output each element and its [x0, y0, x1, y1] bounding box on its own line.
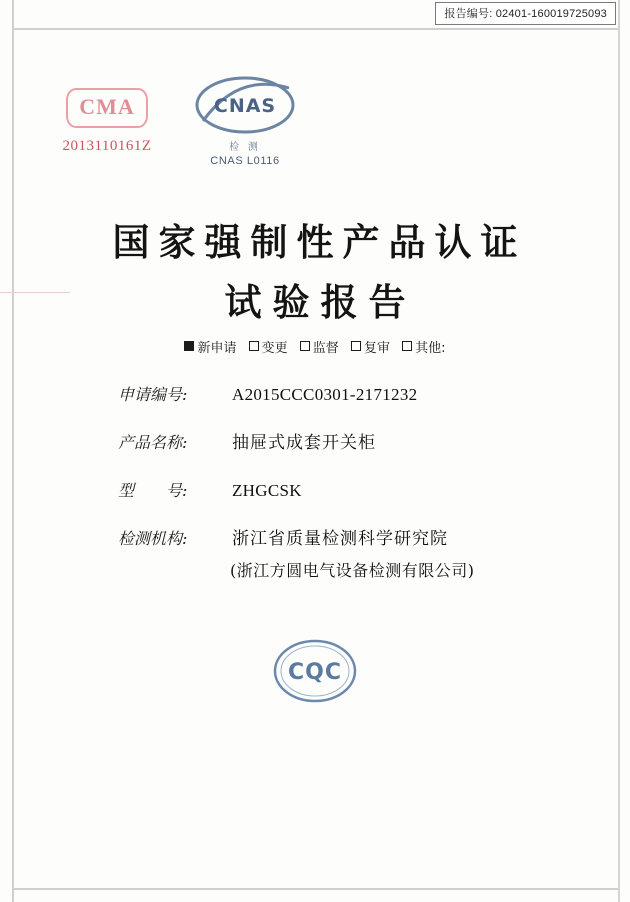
checkbox-icon[interactable]: [249, 341, 259, 351]
checkbox-icon[interactable]: [351, 341, 361, 351]
report-type-option[interactable]: [351, 341, 394, 356]
checkbox-icon[interactable]: [300, 341, 310, 351]
report-number-label: 报告编号:: [444, 8, 493, 20]
page-border-bottom: [12, 888, 618, 890]
cnas-code: CNAS L0116: [210, 155, 280, 167]
cma-badge-icon: [66, 88, 148, 128]
cma-certificate-number: 2013110161Z: [62, 138, 152, 154]
page-border-top: [12, 28, 618, 30]
report-number-value: 02401-160019725093: [495, 8, 607, 20]
field-label: 申请编号:: [118, 385, 188, 404]
report-type-label: 变更: [261, 341, 288, 356]
report-type-options: [0, 337, 630, 356]
checkbox-icon[interactable]: [402, 341, 412, 351]
cnas-subtitle: 检 测: [229, 142, 261, 153]
field-value: 抽屉式成套开关柜: [232, 433, 376, 453]
page-border-right: [618, 0, 620, 902]
field-label: 检测机构:: [118, 529, 188, 548]
field-value: ZHGCSK: [232, 481, 302, 500]
svg-text:CNAS: CNAS: [213, 95, 277, 117]
field-label: 型 号:: [118, 481, 188, 500]
page-border-left: [12, 0, 14, 902]
field-product-name: [118, 430, 548, 456]
cnas-oval-icon: [193, 74, 297, 136]
field-model: [118, 478, 548, 504]
report-number-box: [435, 2, 616, 25]
report-type-label: 其他:: [415, 341, 446, 356]
cma-mark-text: CMA: [79, 94, 135, 119]
report-type-label: 复审: [363, 341, 390, 356]
cma-mark: [42, 88, 172, 155]
report-type-label: 监督: [312, 341, 339, 356]
cqc-mark: [267, 636, 363, 706]
field-testing-institution: [118, 526, 548, 552]
document-title-line1: 国家强制性产品认证: [112, 220, 527, 264]
document-title-line2: 试验报告: [224, 280, 417, 324]
report-type-option[interactable]: [402, 341, 445, 356]
svg-text:CQC: CQC: [288, 660, 342, 685]
cnas-mark: [180, 74, 310, 167]
field-testing-institution-sub: (浙江方圆电气设备检测有限公司): [230, 561, 475, 580]
checkbox-icon[interactable]: [184, 341, 194, 351]
report-type-label: 新申请: [197, 341, 237, 356]
report-type-option[interactable]: [300, 341, 343, 356]
report-fields: [118, 382, 548, 601]
field-value: A2015CCC0301-2171232: [232, 385, 418, 404]
field-label: 产品名称:: [118, 433, 188, 452]
field-value: 浙江省质量检测科学研究院: [232, 529, 448, 549]
report-type-option[interactable]: [249, 341, 292, 356]
field-application-number: [118, 382, 548, 408]
report-type-option[interactable]: [184, 341, 240, 356]
